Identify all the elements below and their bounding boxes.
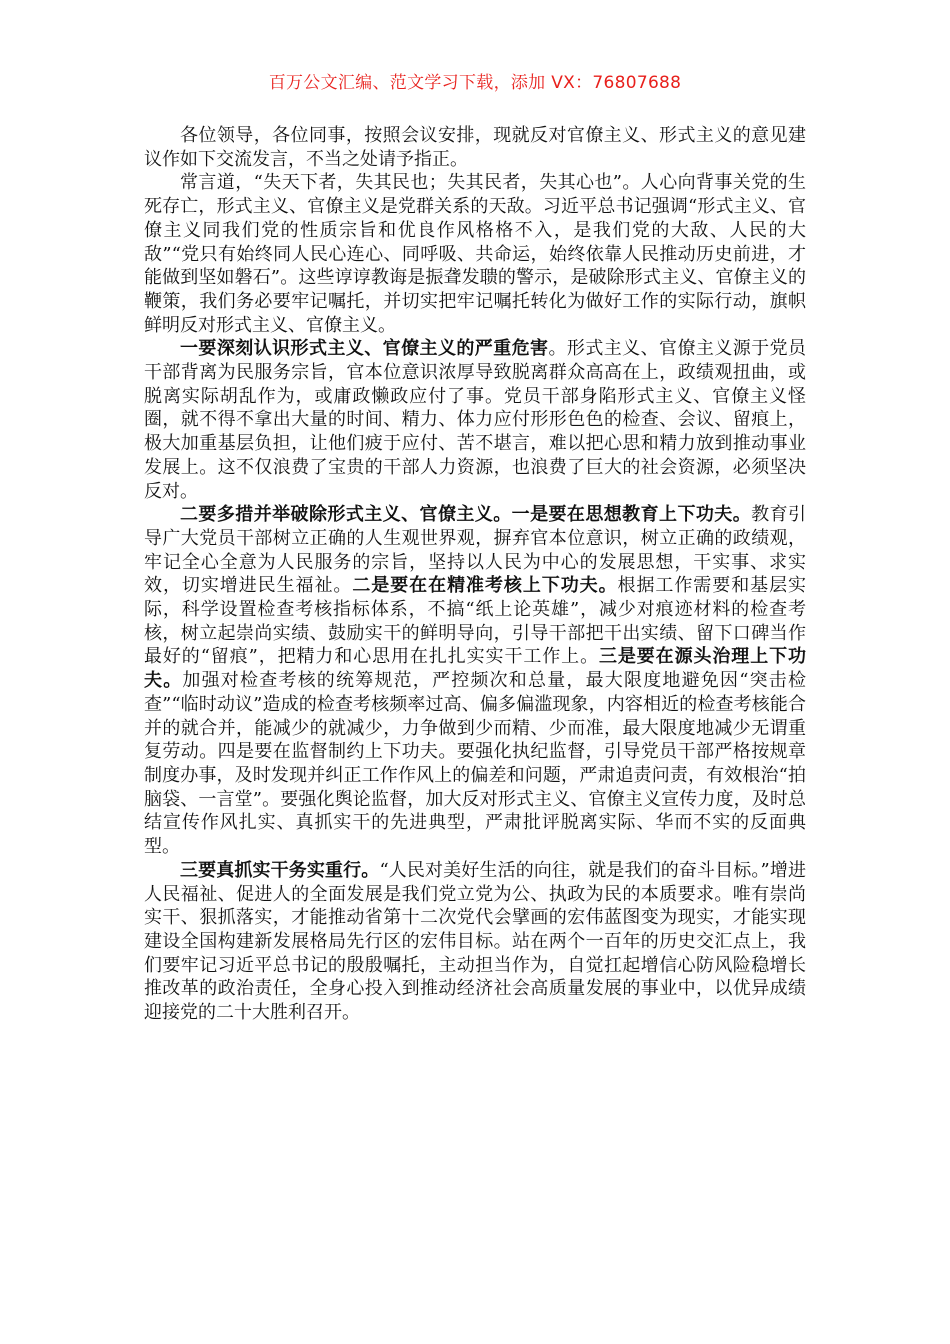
point-text: 教育引导广大党员干部树立正确的人生观世界观，摒弃官本位意识，树立正确的政绩观，牢记全心全意为人民服务的宗旨，坚持以人民为中心的发展思想，干实事、求实效，切实增进民生福祉。 [144,504,807,597]
paragraph-text: 。形式主义、官僚主义源于党员干部背离为民服务宗旨，官本位意识浓厚导致脱离群众高高在上，政绩观扭曲，或脱离实际胡乱作为，或庸政懒政应付了事。党员干部身陷形式主义、官僚主义怪圈，就不得不拿出大量的时间、精力、体力应付形形色色的检查、会议、留痕上，极大加重基层负担，让他们疲于应付、苦不堪言，难以把心思和精力放到推动事业发展上。这不仅浪费了宝贵的干部人力资源，也浪费了巨大的社会资源，必须坚决反对。 [144,338,806,502]
section-heading: 三要真抓实干务实重行。 [180,859,380,881]
paragraph-intro [144,124,806,171]
point-heading: 二是要在在精准考核上下功夫。 [352,575,618,597]
paragraph-section-one [144,337,806,503]
paragraph-text: 各位领导，各位同事，按照会议安排，现就反对官僚主义、形式主义的意见建议作如下交流发言，不当之处请予指正。 [144,125,806,170]
paragraph-section-three [144,859,806,1025]
watermark-header: 百万公文汇编、范文学习下载，添加 VX：76807688 [268,73,682,93]
point-text: 加强对检查考核的统筹规范，严控频次和总量，最大限度地避免因“突击检查”“临时动议”造成的检查考核频率过高、偏多偏滥现象，内容相近的检查考核能合并的就合并，能减少的就减少，力争做到少而精、少而准，最大限度地减少无谓重复劳动。四是要在监督制约上下功夫。要强化执纪监督，引导党员干部严格按规章制度办事，及时发现并纠正工作作风上的偏差和问题，严肃追责问责，有效根治“拍脑袋、一言堂”。要强化舆论监督，加大反对形式主义、官僚主义宣传力度，及时总结宣传作风扎实、真抓实干的先进典型，严肃批评脱离实际、华而不实的反面典型。 [144,670,807,858]
paragraph-section-two [144,503,806,859]
section-heading: 一要深刻认识形式主义、官僚主义的严重危害 [180,338,549,360]
paragraph-text: “人民对美好生活的向往，就是我们的奋斗目标。”增进人民福祉、促进人的全面发展是我们党立党为公、执政为民的本质要求。唯有崇尚实干、狠抓落实，才能推动省第十二次党代会擘画的宏伟蓝图变为现实，才能实现建设全国构建新发展格局先行区的宏伟目标。站在两个一百年的历史交汇点上，我们要牢记习近平总书记的殷殷嘱托，主动担当作为，自觉扛起增信心防风险稳增长推改革的政治责任，全身心投入到推动经济社会高质量发展的事业中，以优异成绩迎接党的二十大胜利召开。 [144,859,807,1024]
document-body [144,124,806,1025]
point-text: 根据工作需要和基层实际，科学设置检查考核指标体系，不搞“纸上论英雄”，减少对痕迹材料的检查考核，树立起崇尚实绩、鼓励实干的鲜明导向，引导干部把干出实绩、留下口碑当作最好的“留痕”，把精力和心思用在扎扎实实干工作上。 [144,575,807,668]
point-heading: 三是要在源头治理上下功夫。 [144,646,806,692]
section-heading: 二要多措并举破除形式主义、官僚主义。 [180,504,512,526]
paragraph-text: 常言道，“失天下者，失其民也；失其民者，失其心也”。人心向背事关党的生死存亡，形式主义、官僚主义是党群关系的天敌。习近平总书记强调“形式主义、官僚主义同我们党的性质宗旨和优良作风格格不入，是我们党的大敌、人民的大敌”“党只有始终同人民心连心、同呼吸、共命运，始终依靠人民推动历史前进，才能做到坚如磐石”。这些谆谆教诲是振聋发聩的警示，是破除形式主义、官僚主义的鞭策，我们务必要牢记嘱托，并切实把牢记嘱托转化为做好工作的实际行动，旗帜鲜明反对形式主义、官僚主义。 [144,172,806,336]
paragraph-quote [144,171,806,337]
point-heading: 一是要在思想教育上下功夫。 [511,504,752,526]
